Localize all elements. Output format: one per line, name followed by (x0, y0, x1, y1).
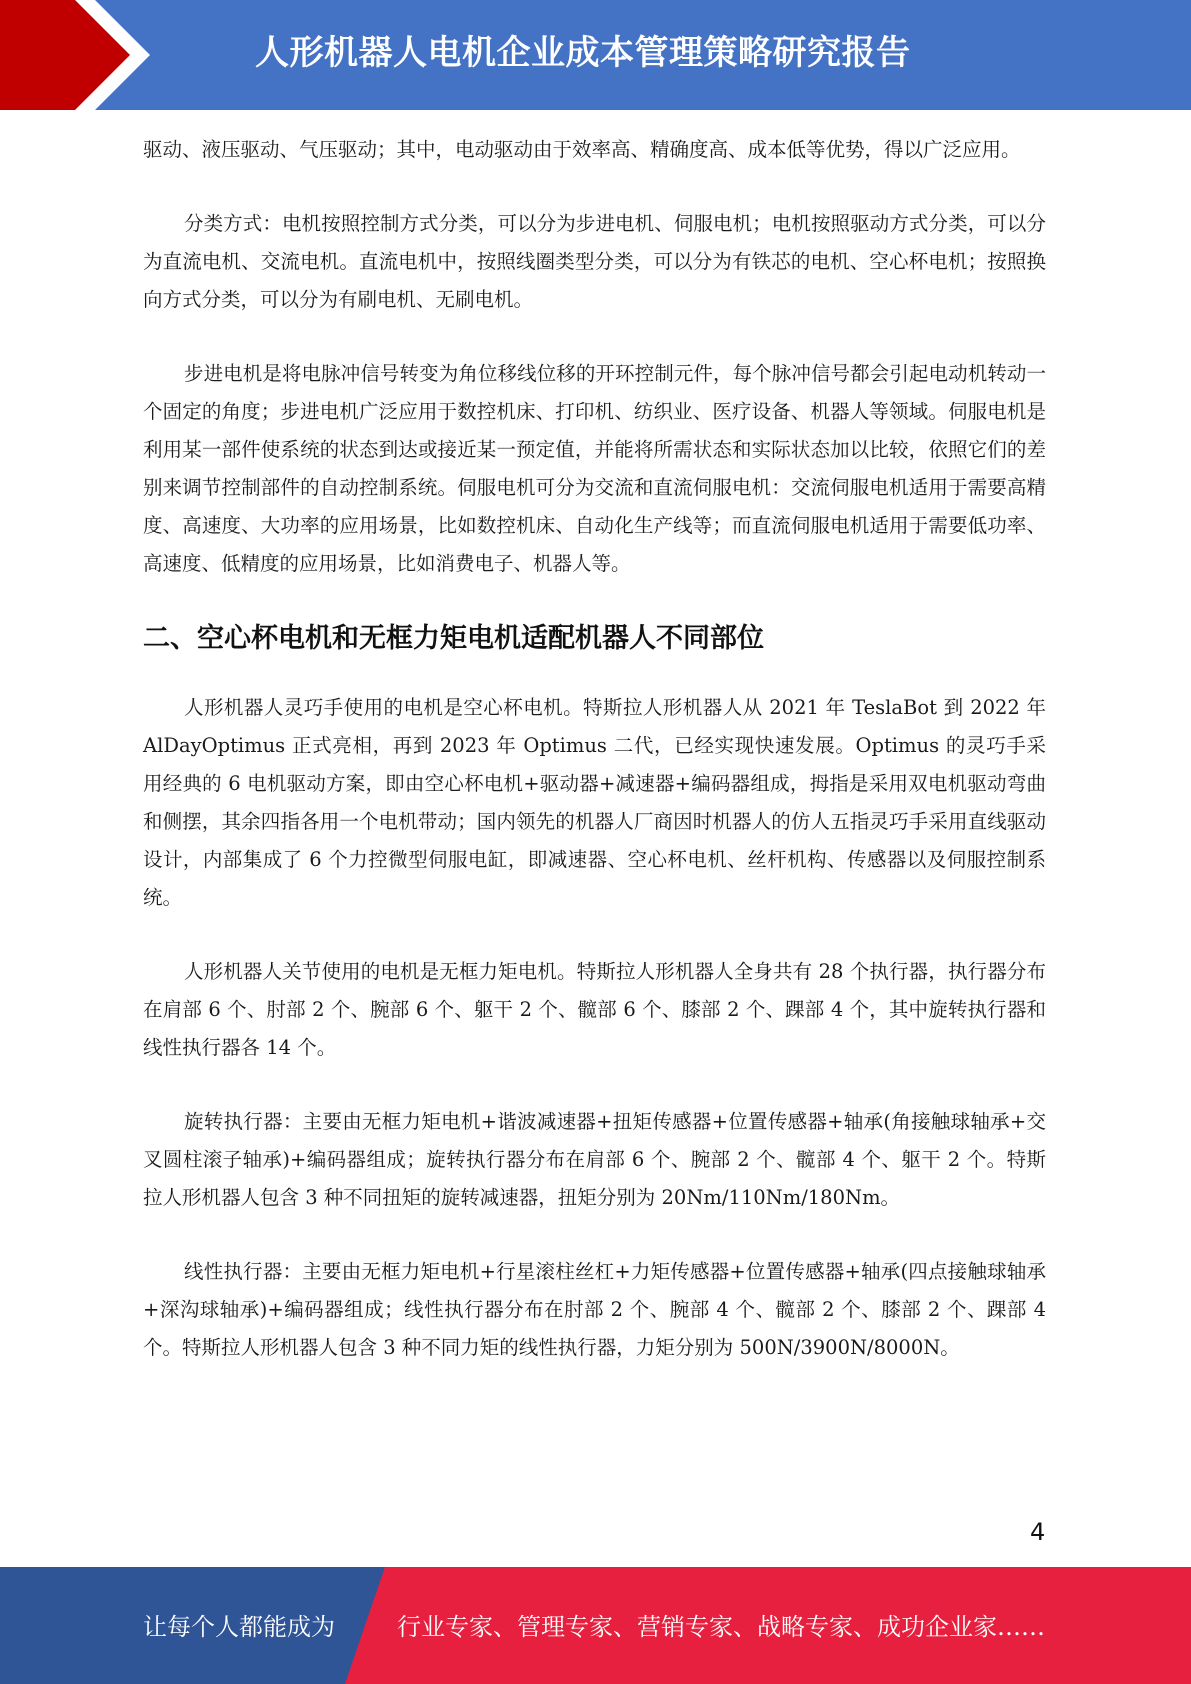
page-number: 4 (1030, 1518, 1046, 1546)
page-body (143, 131, 1046, 1403)
page-footer (0, 1567, 1191, 1684)
section-heading: 二、空心杯电机和无框力矩电机适配机器人不同部位 (143, 623, 764, 654)
paragraph-rotary-actuator: 旋转执行器：主要由无框力矩电机+谐波减速器+扭矩传感器+位置传感器+轴承(角接触球轴承+交叉圆柱滚子轴承)+编码器组成；旋转执行器分布在肩部 6 个、腕部 2 个、髋部 4 个、躯干 2 个。特斯拉人形机器人包含 3 种不同扭矩的旋转减速器，扭矩分别为 20Nm/110Nm/180Nm。 (143, 1110, 1046, 1209)
paragraph-linear-actuator: 线性执行器：主要由无框力矩电机+行星滚柱丝杠+力矩传感器+位置传感器+轴承(四点接触球轴承+深沟球轴承)+编码器组成；线性执行器分布在肘部 2 个、腕部 4 个、髋部 2 个、膝部 2 个、踝部 4 个。特斯拉人形机器人包含 3 种不同力矩的线性执行器，力矩分别为 500N/3900N/8000N。 (143, 1260, 1046, 1359)
paragraph-classification: 分类方式：电机按照控制方式分类，可以分为步进电机、伺服电机；电机按照驱动方式分类，可以分为直流电机、交流电机。直流电机中，按照线圈类型分类，可以分为有铁芯的电机、空心杯电机；按照换向方式分类，可以分为有刷电机、无刷电机。 (143, 212, 1046, 311)
footer-slogan-right: 行业专家、管理专家、营销专家、战略专家、成功企业家…… (397, 1613, 1045, 1641)
footer-slogan-left: 让每个人都能成为 (143, 1613, 335, 1641)
paragraph-joint-motors: 人形机器人关节使用的电机是无框力矩电机。特斯拉人形机器人全身共有 28 个执行器，执行器分布在肩部 6 个、肘部 2 个、腕部 6 个、躯干 2 个、髋部 6 个、膝部 2 个、踝部 4 个，其中旋转执行器和线性执行器各 14 个。 (143, 960, 1046, 1059)
paragraph-stepper-servo: 步进电机是将电脉冲信号转变为角位移线位移的开环控制元件，每个脉冲信号都会引起电动机转动一个固定的角度；步进电机广泛应用于数控机床、打印机、纺织业、医疗设备、机器人等领域。伺服电机是利用某一部件使系统的状态到达或接近某一预定值，并能将所需状态和实际状态加以比较，依照它们的差别来调节控制部件的自动控制系统。伺服电机可分为交流和直流伺服电机：交流伺服电机适用于需要高精度、高速度、大功率的应用场景，比如数控机床、自动化生产线等；而直流伺服电机适用于需要低功率、高速度、低精度的应用场景，比如消费电子、机器人等。 (143, 362, 1046, 575)
page-header (0, 0, 1191, 110)
paragraph-dexterous-hand: 人形机器人灵巧手使用的电机是空心杯电机。特斯拉人形机器人从 2021 年 TeslaBot 到 2022 年 AlDayOptimus 正式亮相，再到 2023 年 Optimus 二代，已经实现快速发展。Optimus 的灵巧手采用经典的 6 电机驱动方案，即由空心杯电机+驱动器+减速器+编码器组成，拇指是采用双电机驱动弯曲和侧摆，其余四指各用一个电机带动；国内领先的机器人厂商因时机器人的仿人五指灵巧手采用直线驱动设计，内部集成了 6 个力控微型伺服电缸，即减速器、空心杯电机、丝杆机构、传感器以及伺服控制系统。 (143, 696, 1046, 909)
report-title: 人形机器人电机企业成本管理策略研究报告 (255, 33, 911, 73)
paragraph-drive-types: 驱动、液压驱动、气压驱动；其中，电动驱动由于效率高、精确度高、成本低等优势，得以广泛应用。 (143, 138, 1021, 161)
